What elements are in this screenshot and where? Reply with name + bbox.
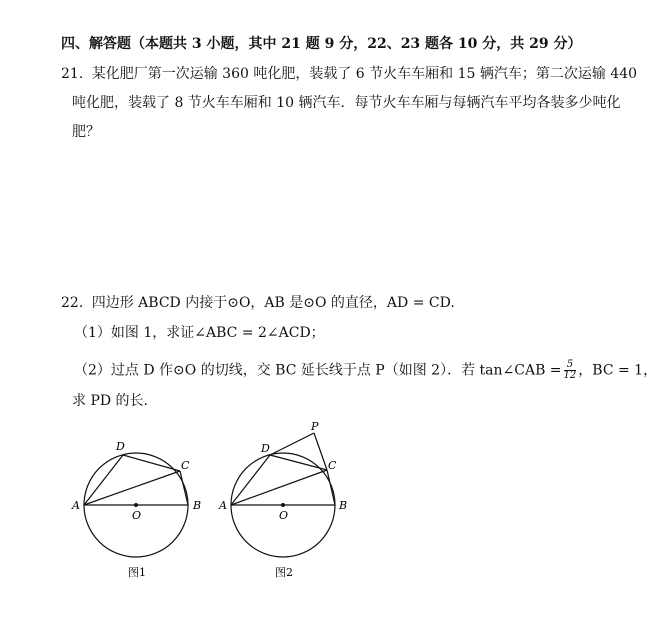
fraction-numerator: 5: [564, 360, 577, 371]
q22-part-2-line-2: 求 PD 的长.: [72, 393, 148, 409]
figure-2: [215, 420, 375, 580]
q21-line-2: 吨化肥，装载了 8 节火车车厢和 10 辆汽车．每节火车车厢与每辆汽车平均各装多少吨化: [72, 95, 621, 111]
fig2-tangent-dp: [270, 433, 314, 455]
q22-part-2: [74, 360, 657, 381]
fig2-label-p: P: [311, 420, 319, 433]
section-title: 四、解答题（本题共 3 小题，其中 21 题 9 分，22、23 题各 10 分，共 29 分）: [61, 36, 582, 52]
fig1-caption: 图1: [128, 566, 146, 579]
fig2-label-a: A: [219, 499, 227, 512]
q22-stem-line: [61, 294, 455, 312]
q21-line-1: [61, 65, 637, 83]
fig1-line-dc: [123, 455, 180, 471]
fig2-label-c: C: [328, 459, 337, 472]
q22-part-1: （1）如图 1，求证∠ABC = 2∠ACD；: [74, 325, 325, 341]
q22-number: 22.: [61, 295, 84, 311]
q22-stem: 四边形 ABCD 内接于⊙O，AB 是⊙O 的直径，AD = CD.: [91, 295, 455, 311]
fig1-label-c: C: [181, 459, 190, 472]
fig2-center-dot: [281, 503, 285, 507]
fig2-label-o: O: [279, 509, 289, 522]
tan-fraction: [564, 360, 577, 381]
fig1-label-a: A: [72, 499, 80, 512]
q22-part-2-before: （2）过点 D 作⊙O 的切线，交 BC 延长线于点 P（如图 2）．若 tan∠CAB =: [74, 362, 562, 379]
q21-line-3: 肥？: [72, 124, 100, 140]
fig1-line-cb: [180, 471, 188, 505]
fig2-line-dc: [270, 455, 327, 470]
fig2-label-d: D: [261, 442, 270, 455]
q21-number: 21.: [61, 66, 84, 82]
fig1-label-b: B: [193, 499, 202, 512]
fig2-line-cb: [327, 470, 335, 505]
fraction-denominator: 12: [563, 370, 577, 381]
fig1-center-dot: [134, 503, 138, 507]
q21-text-1: 某化肥厂第一次运输 360 吨化肥，装载了 6 节火车车厢和 15 辆汽车；第二次运输 440: [91, 66, 638, 82]
fig2-label-b: B: [339, 499, 348, 512]
fig1-label-o: O: [132, 509, 142, 522]
fig1-label-d: D: [116, 440, 125, 453]
figure-1: [70, 430, 220, 590]
fig2-caption: 图2: [275, 566, 293, 579]
fig1-line-ac: [84, 471, 180, 505]
q22-part-2-after: ，BC = 1，: [578, 362, 657, 379]
